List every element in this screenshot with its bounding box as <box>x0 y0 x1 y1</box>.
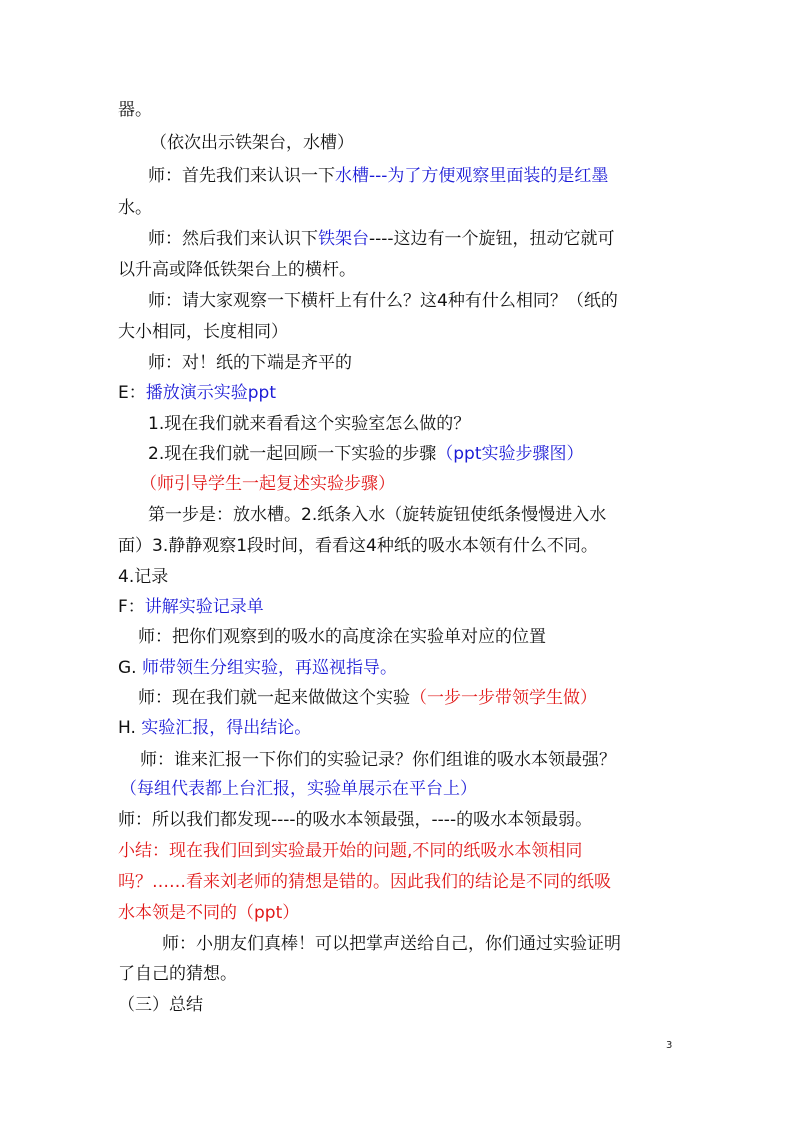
section-title: 实验汇报，得出结论。 <box>141 718 312 738</box>
line-text: 师：首先我们来认识一下 <box>148 166 335 186</box>
summary-line <box>118 868 678 896</box>
section-title: 播放演示实验ppt <box>145 383 276 403</box>
text-line <box>148 287 708 315</box>
text-line <box>140 746 700 774</box>
line-text: 水。 <box>118 198 152 218</box>
line-text-blue: ---为了方便观察里面装的是红墨 <box>369 166 609 186</box>
section-title: 讲解实验记录单 <box>144 597 264 617</box>
text-line <box>148 501 708 529</box>
text-line <box>118 532 678 560</box>
line-text: 师：所以我们都发现----的吸水本领最强，----的吸水本领最弱。 <box>118 810 593 830</box>
line-text: 师：把你们观察到的吸水的高度涂在实验单对应的位置 <box>138 627 546 647</box>
line-text: 面）3.静静观察1段时间，看看这4种纸的吸水本领有什么不同。 <box>118 536 598 556</box>
text-line <box>118 960 678 988</box>
section-letter: F： <box>118 597 145 617</box>
text-line <box>118 318 678 346</box>
line-text: 器。 <box>118 100 152 120</box>
text-line <box>138 623 698 651</box>
text-line <box>148 162 708 190</box>
line-text: 师：小朋友们真棒！可以把掌声送给自己，你们通过实验证明 <box>162 934 621 954</box>
section-heading-f <box>118 593 678 621</box>
line-text: 第一步是：放水槽。2.纸条入水（旋转旋钮使纸条慢慢进入水 <box>148 505 607 525</box>
line-text: 4.记录 <box>118 567 169 587</box>
page-number: 3 <box>666 1040 673 1051</box>
line-text: （三）总结 <box>118 995 203 1015</box>
section-letter: G. <box>118 658 142 678</box>
text-line <box>148 440 708 468</box>
section-letter: E： <box>118 383 146 403</box>
line-text-red: （一步一步带领学生做） <box>410 688 597 708</box>
text-line <box>148 349 708 377</box>
text-line <box>148 225 708 253</box>
line-text: 了自己的猜想。 <box>118 964 237 984</box>
summary-line <box>118 837 678 865</box>
section-heading-h <box>118 714 678 742</box>
highlight-iron-stand: 铁架台 <box>318 229 369 249</box>
text-line <box>162 930 722 958</box>
line-text-red: （师引导学生一起复述实验步骤） <box>140 474 395 494</box>
line-text-red: 小结：现在我们回到实验最开始的问题,不同的纸吸水本领相同 <box>118 841 583 861</box>
section-heading-e <box>118 379 678 407</box>
line-text: 师：谁来汇报一下你们的实验记录？你们组谁的吸水本领最强？ <box>140 750 616 770</box>
section-heading-summary <box>118 991 678 1019</box>
line-text: 师：然后我们来认识下 <box>148 229 318 249</box>
line-text: ----这边有一个旋钮，扭动它就可 <box>369 229 615 249</box>
line-text: （依次出示铁架台，水槽） <box>150 133 354 153</box>
line-text-blue: （ppt实验步骤图） <box>436 444 584 464</box>
text-line <box>138 684 698 712</box>
text-line <box>118 806 678 834</box>
section-title: 师带领生分组实验，再巡视指导。 <box>141 658 397 678</box>
line-text: 大小相同，长度相同） <box>118 322 288 342</box>
text-line <box>118 96 678 124</box>
text-line <box>118 256 678 284</box>
summary-line <box>118 899 678 927</box>
line-text: 2.现在我们就一起回顾一下实验的步骤 <box>148 444 437 464</box>
highlight-water-tank: 水槽 <box>335 166 369 186</box>
text-line <box>148 410 708 438</box>
line-text-red: 水本领是不同的（ppt） <box>118 903 300 923</box>
line-text-red: 吗？……看来刘老师的猜想是错的。因此我们的结论是不同的纸吸 <box>118 872 611 892</box>
line-text: 师：现在我们就一起来做做这个实验 <box>138 688 410 708</box>
text-line <box>140 470 700 498</box>
line-text: 师：对！纸的下端是齐平的 <box>148 353 352 373</box>
text-line <box>150 129 710 157</box>
line-text: 师：请大家观察一下横杆上有什么？这4种有什么相同？（纸的 <box>148 291 618 311</box>
line-text: 以升高或降低铁架台上的横杆。 <box>118 260 356 280</box>
line-text: 1.现在我们就来看看这个实验室怎么做的？ <box>148 414 471 434</box>
text-line <box>118 563 678 591</box>
line-text-blue: （每组代表都上台汇报，实验单展示在平台上） <box>120 779 477 799</box>
section-letter: H. <box>118 718 142 738</box>
text-line <box>118 194 678 222</box>
text-line <box>120 775 680 803</box>
section-heading-g <box>118 654 678 682</box>
